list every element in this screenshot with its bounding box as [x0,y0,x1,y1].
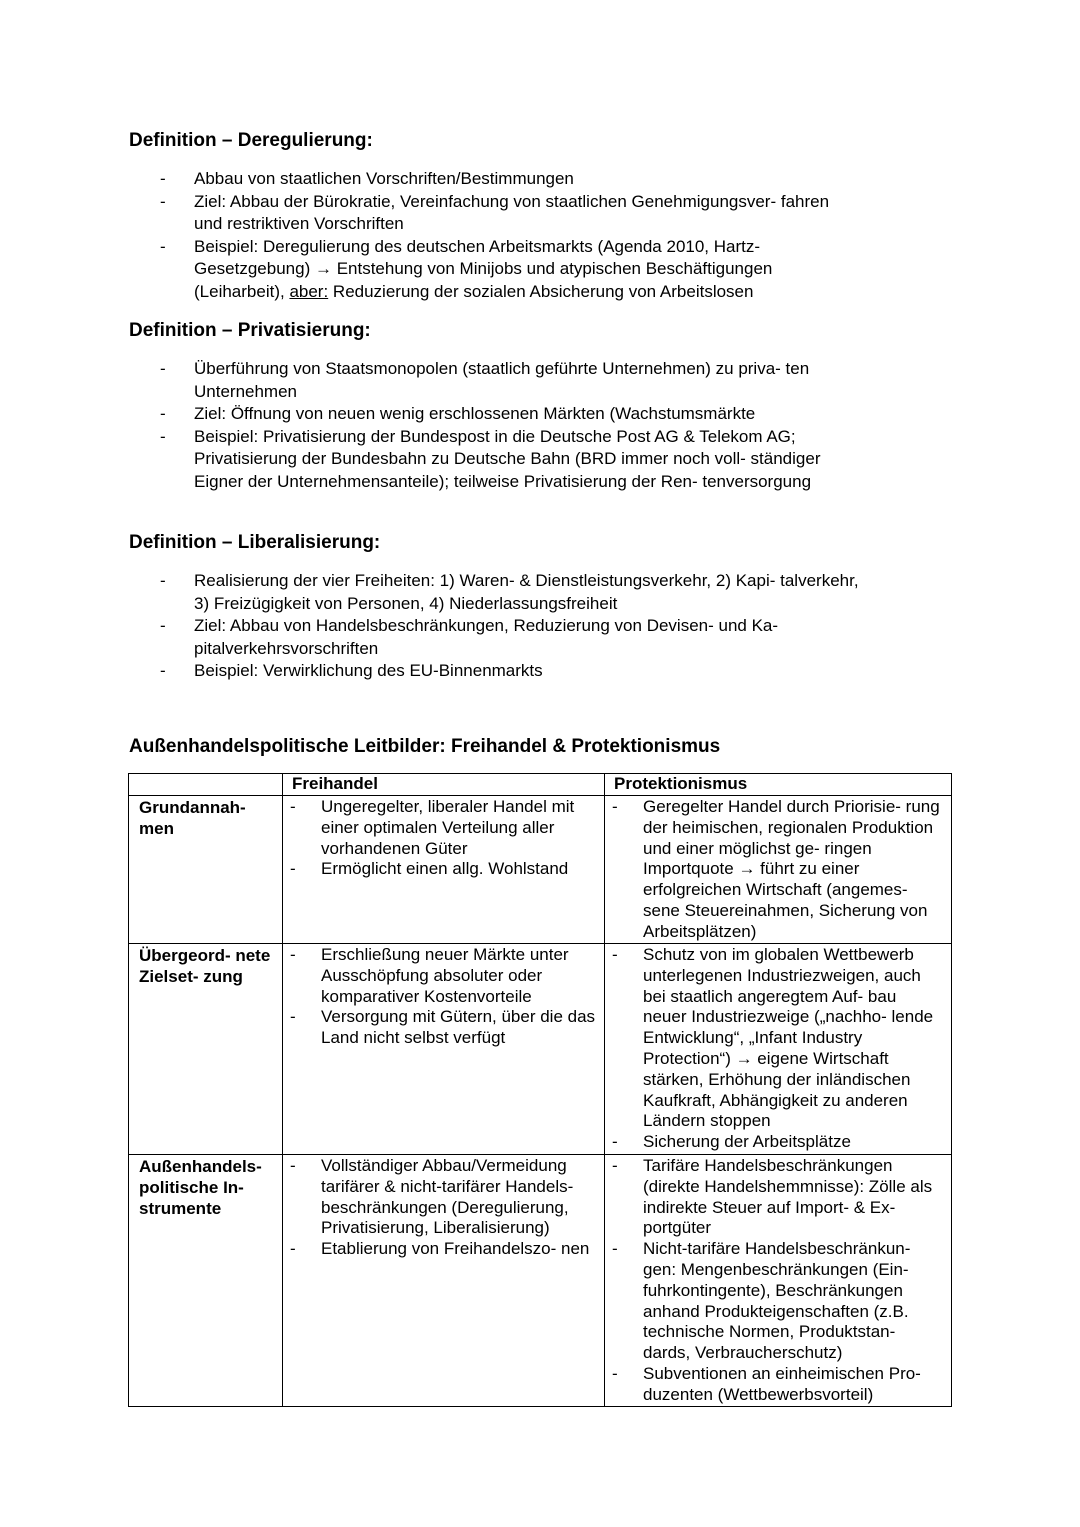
comparison-table [128,773,952,1407]
header-freihandel: Freihandel [283,774,605,796]
row-label: Außenhandels- politische In- strumente [129,1155,283,1407]
header-empty-cell [129,774,283,796]
list-deregulierung [160,168,860,304]
list-item: - Nicht-tarifäre Handelsbeschränkun- gen: Mengenbeschränkungen (Ein- fuhrkontingente), Beschränkungen anhand Produkteigenschaften (z.B. technische Normen, Produktstan- dards, Verbraucherschutz) [605,1239,951,1364]
list-item: - Realisierung der vier Freiheiten: 1) Waren- & Dienstleistungsverkehr, 2) Kapi- talverkehr, 3) Freizügigkeit von Personen, 4) Niederlassungsfreiheit [160,570,860,615]
list-item: - Geregelter Handel durch Priorisie- rung der heimischen, regionalen Produktion und einer möglichst ge- ringen Importquote → führt zu einer erfolgreichen Wirtschaft (angemes- sene Steuereinahmen, Sicherung von Arbeitsplätzen) [605,797,951,943]
list-item: - Beispiel: Privatisierung der Bundespost in die Deutsche Post AG & Telekom AG; Privatisierung der Bundesbahn zu Deutsche Bahn (BRD immer noch voll- ständiger Eigner der Unternehmensanteile); teilweise Privatisierung der Ren- tenversorgung [160,426,860,494]
list-item: - Überführung von Staatsmonopolen (staatlich geführte Unternehmen) zu priva- ten Unternehmen [160,358,860,403]
list-item: - Beispiel: Verwirklichung des EU-Binnenmarkts [160,660,860,683]
list-item: - Ziel: Öffnung von neuen wenig erschlossenen Märkten (Wachstumsmärkte [160,403,860,426]
list-item: - Ziel: Abbau von Handelsbeschränkungen, Reduzierung von Devisen- und Ka- pitalverkehrsvorschriften [160,615,860,660]
row-label: Grundannah- men [129,796,283,944]
list-item: - Tarifäre Handelsbeschränkungen (direkte Handelshemmnisse): Zölle als indirekte Steuer auf Import- & Ex- portgüter [605,1156,951,1239]
freihandel-cell [283,796,605,944]
protektionismus-cell [605,944,952,1155]
text-segment: Beispiel: Deregulierung des deutschen Arbeitsmarkts (Agenda 2010, Hartz- Gesetzgebung) → Entstehung von Minijobs und atypischen Beschäftigungen (Leiharbeit), [194,236,773,301]
protektionismus-cell [605,796,952,944]
list-item: - Etablierung von Freihandelszo- nen [283,1239,604,1260]
table-title: Außenhandelspolitische Leitbilder: Freihandel & Protektionismus [129,736,721,757]
list-item: - Vollständiger Abbau/Vermeidung tarifärer & nicht-tarifärer Handels- beschränkungen (Deregulierung, Privatisierung, Liberalisierung) [283,1156,604,1239]
table-row [129,1155,952,1407]
heading-privatisierung: Definition – Privatisierung: [129,320,371,341]
freihandel-cell [283,944,605,1155]
list-item: - Ermöglicht einen allg. Wohlstand [283,859,604,880]
heading-deregulierung: Definition – Deregulierung: [129,130,373,151]
table-header-row [129,774,952,796]
list-item: - Subventionen an einheimischen Pro- duzenten (Wettbewerbsvorteil) [605,1364,951,1406]
list-privatisierung [160,358,860,494]
list-item: - Sicherung der Arbeitsplätze [605,1132,951,1153]
list-item: - Versorgung mit Gütern, über die das Land nicht selbst verfügt [283,1007,604,1049]
protektionismus-cell [605,1155,952,1407]
freihandel-cell [283,1155,605,1407]
table-row [129,796,952,944]
list-item: - Ungeregelter, liberaler Handel mit einer optimalen Verteilung aller vorhandenen Güter [283,797,604,859]
text-segment: Reduzierung der sozialen Absicherung von Arbeitslosen [328,281,754,301]
table-row [129,944,952,1155]
list-liberalisierung [160,570,860,683]
underlined-text: aber: [289,281,329,301]
row-label: Übergeord- nete Zielset- zung [129,944,283,1155]
list-item: - Schutz von im globalen Wettbewerb unterlegenen Industriezweigen, auch bei staatlich angeregtem Auf- bau neuer Industriezweige („nachho- lende Entwicklung“, „Infant Industry Protection“) → eigene Wirtschaft stärken, Erhöhung der inländischen Kaufkraft, Abhängigkeit zu anderen Ländern stoppen [605,945,951,1132]
list-item: - Abbau von staatlichen Vorschriften/Bestimmungen [160,168,860,191]
header-protektionismus: Protektionismus [605,774,952,796]
heading-liberalisierung: Definition – Liberalisierung: [129,532,381,553]
list-item: - Erschließung neuer Märkte unter Ausschöpfung absoluter oder komparativer Kostenvorteile [283,945,604,1007]
list-item [160,236,860,304]
list-item: - Ziel: Abbau der Bürokratie, Vereinfachung von staatlichen Genehmigungsver- fahren und restriktiven Vorschriften [160,191,860,236]
